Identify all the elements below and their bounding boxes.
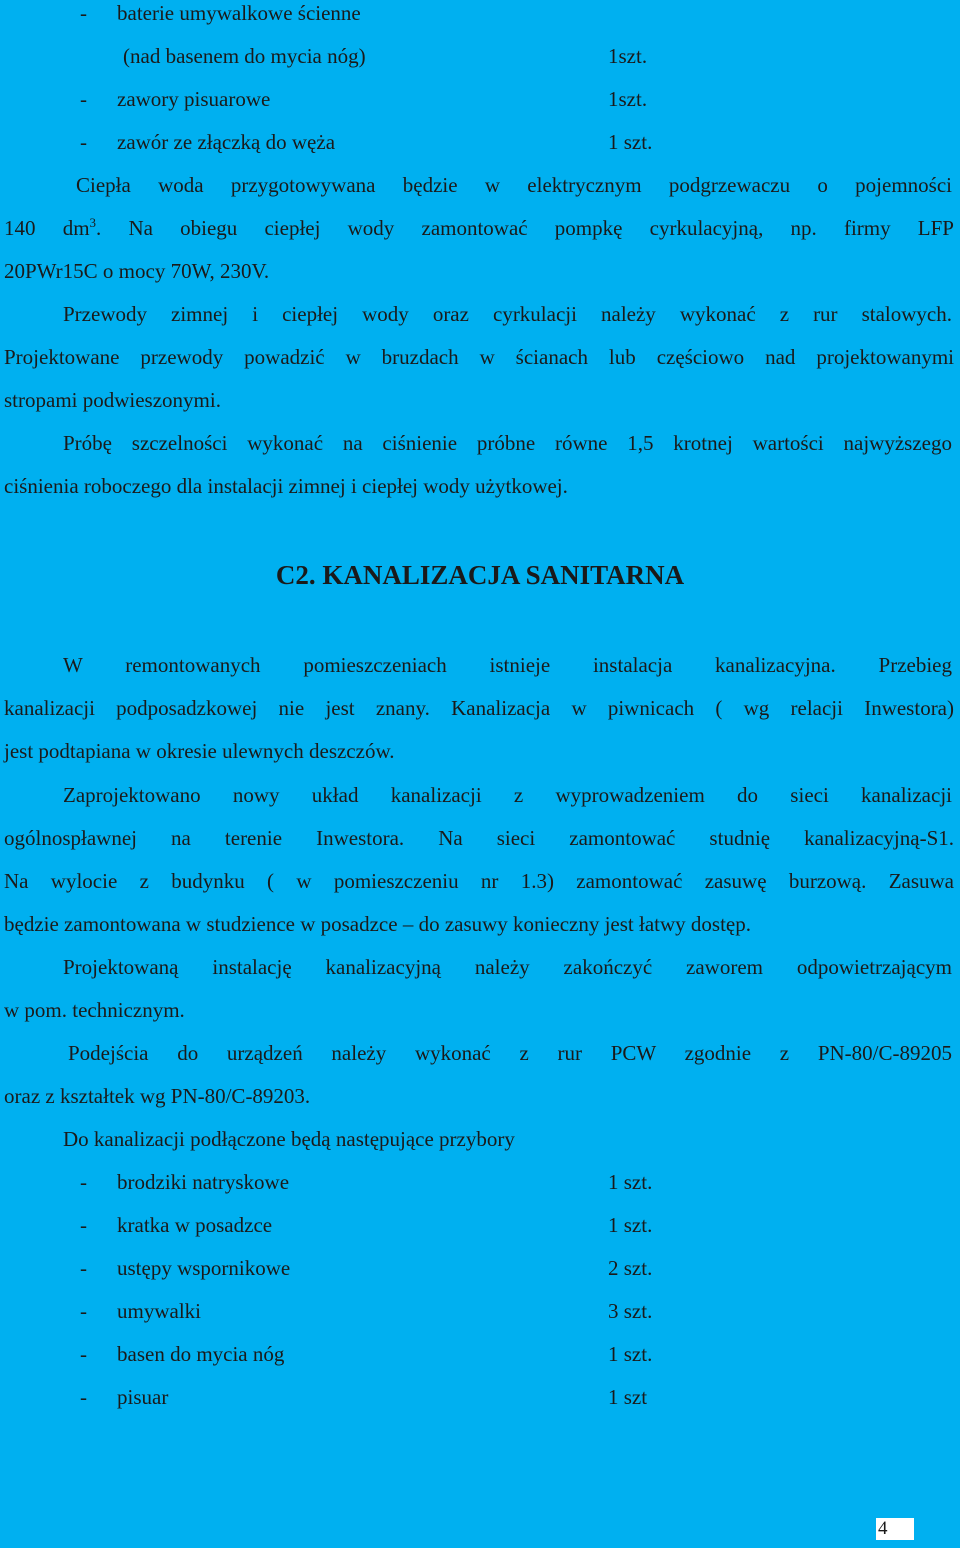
- list-dash: -: [80, 1170, 87, 1194]
- list-item-label: zawór ze złączką do węża: [117, 130, 336, 154]
- paragraph-line: w pom. technicznym.: [4, 998, 185, 1022]
- list-dash: -: [80, 1256, 87, 1280]
- paragraph-line: kanalizacji podposadzkowej nie jest znany. Kanalizacja w piwnicach ( wg relacji Inwestora): [4, 696, 954, 720]
- list-item-label: basen do mycia nóg: [117, 1342, 285, 1366]
- list-item-qty: 2 szt.: [608, 1256, 653, 1280]
- list-item-label: zawory pisuarowe: [117, 87, 271, 111]
- list-item-qty: 1szt.: [608, 87, 648, 111]
- list-item-label: baterie umywalkowe ścienne: [117, 1, 361, 25]
- text-fragment: . Na obiegu ciepłej wody zamontować pompkę cyrkulacyjną, np. firmy LFP: [96, 216, 954, 240]
- list-item-label: kratka w posadzce: [117, 1213, 273, 1237]
- list-item-qty: 1 szt.: [608, 1170, 653, 1194]
- list-item-label: pisuar: [117, 1385, 169, 1409]
- paragraph-line: Podejścia do urządzeń należy wykonać z rur PCW zgodnie z PN-80/C-89205: [68, 1041, 952, 1065]
- list-item-qty: 1 szt.: [608, 1213, 653, 1237]
- paragraph-line: W remontowanych pomieszczeniach istnieje instalacja kanalizacyjna. Przebieg: [63, 653, 952, 677]
- paragraph-line: [4, 215, 954, 241]
- list-item-label: ustępy wspornikowe: [117, 1256, 291, 1280]
- paragraph-line: 20PWr15C o mocy 70W, 230V.: [4, 259, 270, 283]
- list-dash: -: [80, 87, 87, 111]
- paragraph-line: Próbę szczelności wykonać na ciśnienie próbne równe 1,5 krotnej wartości najwyższego: [63, 431, 952, 455]
- paragraph-line: Do kanalizacji podłączone będą następujące przybory: [63, 1127, 515, 1151]
- list-dash: -: [80, 1299, 87, 1323]
- list-item-label: brodziki natryskowe: [117, 1170, 290, 1194]
- paragraph-line: Na wylocie z budynku ( w pomieszczeniu nr 1.3) zamontować zasuwę burzową. Zasuwa: [4, 869, 954, 893]
- paragraph-line: Projektowaną instalację kanalizacyjną należy zakończyć zaworem odpowietrzającym: [63, 955, 952, 979]
- paragraph-line: Zaprojektowano nowy układ kanalizacji z wyprowadzeniem do sieci kanalizacji: [63, 783, 952, 807]
- paragraph-line: stropami podwieszonymi.: [4, 388, 221, 412]
- paragraph-line: ogólnospławnej na terenie Inwestora. Na sieci zamontować studnię kanalizacyjną-S1.: [4, 826, 954, 850]
- paragraph-line: Ciepła woda przygotowywana będzie w elektrycznym podgrzewaczu o pojemności: [76, 173, 952, 197]
- list-item-qty: 1 szt.: [608, 130, 653, 154]
- list-item-qty: 1szt.: [608, 44, 648, 68]
- list-dash: -: [80, 1213, 87, 1237]
- list-dash: -: [80, 1342, 87, 1366]
- list-item-qty: 1 szt: [608, 1385, 648, 1409]
- list-item-qty: 1 szt.: [608, 1342, 653, 1366]
- superscript: 3: [89, 215, 97, 230]
- paragraph-line: ciśnienia roboczego dla instalacji zimnej i ciepłej wody użytkowej.: [4, 474, 568, 498]
- paragraph-line: jest podtapiana w okresie ulewnych deszczów.: [4, 739, 395, 763]
- page-number: 4: [876, 1518, 914, 1540]
- text-fragment: 140 dm: [4, 216, 90, 240]
- paragraph-line: oraz z kształtek wg PN-80/C-89203.: [4, 1084, 311, 1108]
- list-item-label: (nad basenem do mycia nóg): [123, 44, 366, 68]
- list-dash: -: [80, 1, 87, 25]
- list-dash: -: [80, 130, 87, 154]
- list-dash: -: [80, 1385, 87, 1409]
- list-item-qty: 3 szt.: [608, 1299, 653, 1323]
- section-heading: C2. KANALIZACJA SANITARNA: [275, 560, 685, 590]
- paragraph-line: Projektowane przewody powadzić w bruzdach w ścianach lub częściowo nad projektowanymi: [4, 345, 954, 369]
- paragraph-line: Przewody zimnej i ciepłej wody oraz cyrkulacji należy wykonać z rur stalowych.: [63, 302, 952, 326]
- paragraph-line: będzie zamontowana w studzience w posadzce – do zasuwy konieczny jest łatwy dostęp.: [4, 912, 751, 936]
- list-item-label: umywalki: [117, 1299, 201, 1323]
